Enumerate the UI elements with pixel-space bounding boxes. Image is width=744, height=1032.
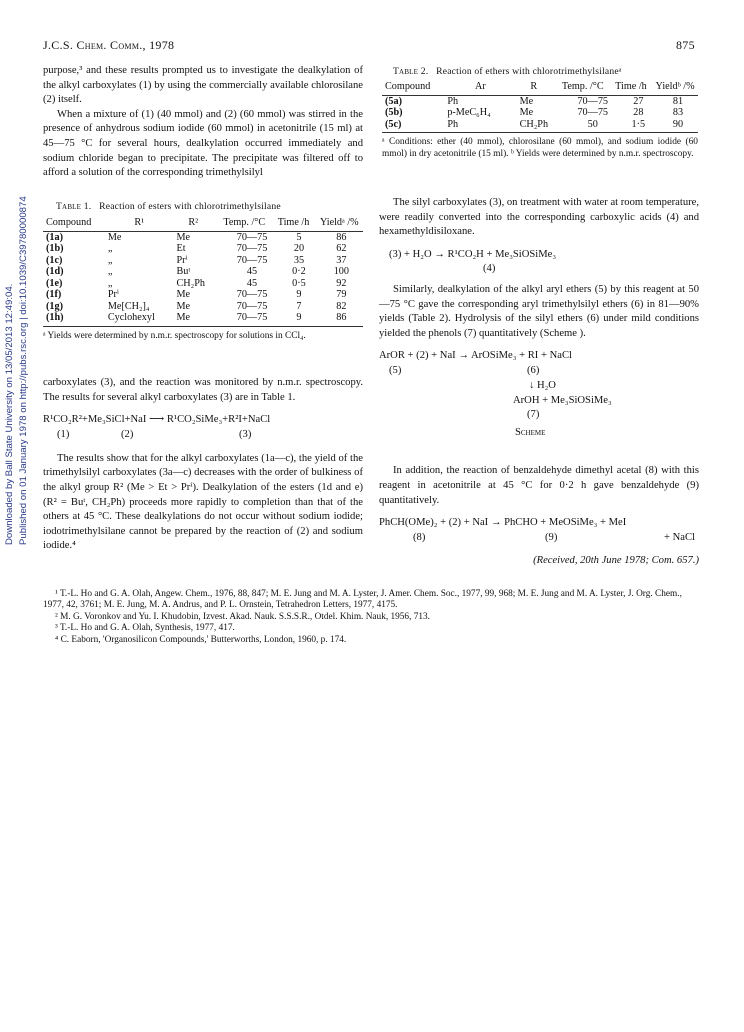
table-cell: Me — [107, 231, 122, 243]
paragraph: The silyl carboxylates (3), on treatment with water at room temperature, were readily converted into the corresponding carboxylic acids (4) and hexamethyldisiloxane. — [379, 197, 699, 238]
table-header-row — [43, 217, 363, 229]
table-cell: 70—75 — [236, 254, 268, 266]
table-cell: Et — [176, 243, 186, 254]
table-cell: 9 — [296, 289, 302, 300]
table-row — [382, 119, 698, 131]
journal-header: J.C.S. Chem. Comm., 1978 — [43, 38, 175, 52]
table-row — [382, 96, 698, 108]
table-cell: Me — [519, 95, 534, 107]
table2-footnote: ᵃ Conditions: ether (40 mmol), chlorosilane (60 mmol), and sodium iodide (60 mmol) in dry acetonitrile (15 ml). ᵇ Yields were determined by n.m.r. spectroscopy. — [382, 137, 698, 159]
table-cell: 9 — [296, 312, 302, 323]
table-cell: (1a) — [46, 231, 63, 243]
table-cell: (5c) — [385, 118, 402, 130]
compound-label: (2) — [121, 428, 134, 440]
table-cell: 79 — [336, 289, 347, 300]
table-cell: 7 — [296, 300, 302, 312]
scheme-line-1: ArOR + (2) + NaI → ArOSiMe₃ + RI + NaCl — [379, 350, 572, 362]
table-cell: Prⁱ — [107, 289, 119, 300]
table-cell: (5b) — [385, 107, 403, 118]
table-cell: 86 — [336, 231, 347, 243]
table-cell: 70—75 — [236, 243, 268, 254]
table-row — [43, 232, 363, 244]
table-header-row — [382, 81, 698, 93]
doi-link[interactable]: Published on 01 January 1978 on http://pubs.rsc.org | doi:10.1039/C39780000874 — [18, 196, 29, 545]
reference-item: ³ T.-L. Ho and G. A. Olah, Synthesis, 1977, 417. — [55, 623, 235, 634]
table-cell: Me[CH₂]₄ — [107, 300, 150, 312]
table-cell: (1e) — [46, 277, 63, 289]
equation-3-labels — [379, 531, 699, 546]
table-cell: (1g) — [46, 300, 63, 312]
table-header-cell: Yieldᵃ /% — [319, 217, 359, 228]
table-cell: Cyclohexyl — [107, 312, 155, 323]
compound-label: (6) — [527, 364, 540, 376]
table-cell: 50 — [587, 118, 598, 130]
table-cell: 70—75 — [236, 231, 268, 243]
table-cell: 27 — [633, 95, 644, 107]
compound-label: (5) — [389, 364, 402, 376]
table-header-cell: Temp. /°C — [561, 81, 604, 92]
compound-label: (7) — [527, 409, 540, 421]
page-number: 875 — [676, 38, 695, 52]
table-cell: (1h) — [46, 312, 64, 323]
table-cell: 70—75 — [236, 312, 268, 323]
paragraph: When a mixture of (1) (40 mmol) and (2) (60 mmol) was stirred in the presence of anhydrous sodium iodide (60 mmol) in acetonitrile (15 ml) at 45—75 °C for several hours, dealkylation occurred immediately and sodium chloride began to precipitate. The precipitate was filtered off to afford a solution of the corresponding trimethylsilyl — [43, 108, 363, 179]
equation-1: R¹CO₂R²+Me₃SiCl+NaI ⟶ R¹CO₂SiMe₃+R²I+NaCl — [43, 414, 271, 426]
table-row — [43, 312, 363, 324]
left-column-bottom — [43, 376, 363, 554]
table-cell: 5 — [296, 231, 302, 243]
received-date: (Received, 20th June 1978; Com. 657.) — [533, 554, 699, 566]
scheme-caption: Scheme — [515, 426, 546, 438]
table-cell: 35 — [293, 254, 305, 266]
table1-caption — [56, 201, 281, 212]
left-column-top — [43, 64, 363, 181]
table-cell: 20 — [293, 243, 305, 254]
scheme-arrow: ↓ H₂O — [529, 379, 556, 391]
table-header-cell: R¹ — [134, 217, 145, 228]
table1-label: Table 1. — [56, 201, 92, 212]
reference-item: ² M. G. Voronkov and Yu. I. Khudobin, Izvest. Akad. Nauk. S.S.S.R., Otdel. Khim. Nauk, 1956, 713. — [55, 611, 430, 622]
table-header-cell: Time /h — [615, 81, 647, 92]
references — [43, 589, 699, 646]
scheme-labels — [379, 364, 699, 379]
table-row — [43, 243, 363, 255]
paragraph: carboxylates (3), and the reaction was monitored by n.m.r. spectroscopy. The results for several alkyl carboxylates (3) are in Table 1. — [43, 377, 363, 403]
table-cell: Me — [176, 300, 191, 312]
table-cell: 81 — [672, 95, 684, 107]
table-cell: Me — [176, 231, 191, 243]
table1 — [43, 217, 363, 342]
paragraph: In addition, the reaction of benzaldehyde dimethyl acetal (8) with this reagent in acetonitrile at 45 °C for 0·2 h gave benzaldehyde (9) quantitatively. — [379, 465, 699, 506]
compound-label: (1) — [57, 428, 70, 440]
table-header-cell: Compound — [385, 81, 431, 92]
table-header-cell: R — [530, 81, 538, 92]
table-cell: Me — [176, 312, 191, 323]
table-cell: 62 — [336, 243, 347, 254]
equation-tail: + NaCl — [664, 531, 695, 543]
table-rule — [43, 326, 363, 327]
table-cell: „ — [107, 254, 113, 266]
table-cell: (1c) — [46, 254, 63, 266]
paragraph: The results show that for the alkyl carboxylates (1a—c), the yield of the trimethylsilyl carboxylates (3a—c) decreases with the order of bulkiness of the alkyl group R² (Me > Et > Prⁱ). Dealkylation of the esters (1d and e) (R² = Buᵗ, CH₂Ph) proceeds more rapidly to completion than that of the others at 45 °C. These dealkylations do not occur without sodium iodide; iodotrimethylsilane cannot be prepared by the reaction of (2) and sodium iodide.⁴ — [43, 452, 363, 552]
table-cell: 45 — [246, 266, 258, 277]
table-cell: (1b) — [46, 243, 64, 254]
compound-label: (8) — [413, 531, 426, 543]
table2-caption — [393, 66, 622, 77]
compound-label: (9) — [545, 531, 558, 543]
table-cell: 0·5 — [292, 277, 306, 289]
table-cell: Ph — [447, 118, 459, 130]
equation-2: (3) + H₂O → R¹CO₂H + Me₃SiOSiMe₃ — [389, 248, 557, 260]
compound-label: (4) — [483, 263, 496, 275]
reference-item: ⁴ C. Eaborn, 'Organosilicon Compounds,' Butterworths, London, 1960, p. 174. — [55, 634, 347, 645]
table-cell: Prⁱ — [176, 254, 188, 266]
table-row — [382, 107, 698, 119]
table-cell: (1d) — [46, 266, 64, 277]
table-cell: 86 — [336, 312, 347, 323]
table-cell: (1f) — [46, 289, 62, 300]
paragraph: purpose,³ and these results prompted us to investigate the dealkylation of the alkyl carboxylates (1) by using the commercially available chlorosilane (2) itself. — [43, 65, 363, 106]
scheme-line-2: ArOH + Me₃SiOSiMe₃ — [513, 394, 612, 406]
table2 — [382, 81, 698, 160]
table-cell: 70—75 — [236, 300, 268, 312]
table-cell: (5a) — [385, 95, 402, 107]
equation-3: PhCH(OMe)₂ + (2) + NaI → PhCHO + MeOSiMe₃ + MeI — [379, 517, 627, 529]
table2-label: Table 2. — [393, 66, 429, 77]
table-row — [43, 301, 363, 313]
table-cell: 28 — [633, 107, 644, 118]
table-header-cell: Compound — [46, 217, 92, 228]
table-header-cell: Yieldᵇ /% — [655, 81, 695, 92]
table-header-cell: Ar — [475, 81, 486, 92]
table-cell: 83 — [672, 107, 684, 118]
table-header-cell: R² — [188, 217, 199, 228]
table-cell: Me — [176, 289, 191, 300]
table-cell: 70—75 — [577, 107, 608, 118]
table-cell: „ — [107, 277, 113, 289]
table-cell: p-MeC₆H₄ — [447, 107, 491, 118]
table-row — [43, 255, 363, 267]
table-cell: „ — [107, 266, 113, 277]
table-cell: Ph — [447, 95, 459, 107]
table-cell: CH₂Ph — [519, 118, 549, 130]
reference-item: ¹ T.-L. Ho and G. A. Olah, Angew. Chem., 1976, 88, 847; M. E. Jung and M. A. Lyster, J. Amer. Chem. Soc., 1977, 99, 968; M. E. Jung and M. A. Lyster, J. Org. Chem., 1977, 42, 3761; M. E. Jung, M. A. Andrus, and P. L. Ornstein, Tetrahedron Letters, 1977, 4175. — [43, 589, 682, 611]
download-note: Downloaded by Ball State University on 13/05/2013 12:49:04. — [4, 283, 15, 545]
table-cell: 0·2 — [292, 266, 306, 277]
table1-title: Reaction of esters with chlorotrimethylsilane — [99, 201, 281, 212]
scheme — [379, 349, 699, 440]
table-row — [43, 289, 363, 301]
table-cell: 70—75 — [577, 95, 608, 107]
table-cell: 1·5 — [631, 118, 646, 130]
table-cell: Me — [519, 107, 534, 118]
table-cell: CH₂Ph — [176, 277, 205, 289]
table-rule — [382, 132, 698, 133]
table1-footnote: ᵃ Yields were determined by n.m.r. spectroscopy for solutions in CCl₄. — [43, 330, 306, 341]
table-cell: 92 — [336, 277, 347, 289]
paragraph: Similarly, dealkylation of the alkyl aryl ethers (5) by this reagent at 50—75 °C gave the corresponding aryl trimethylsilyl ethers (6) in 81—90% yields (Table 2). Hydrolysis of the silyl ethers (6) under mild conditions yielded the phenols (7) quantitatively (Scheme ). — [379, 283, 699, 339]
table-cell: 45 — [246, 277, 258, 289]
equation-1-labels — [43, 428, 363, 444]
table-cell: „ — [107, 243, 113, 254]
table-cell: 37 — [336, 254, 347, 266]
table-row — [43, 278, 363, 290]
table-cell: Buᵗ — [176, 266, 191, 277]
table-header-cell: Temp. /°C — [223, 217, 266, 228]
table2-title: Reaction of ethers with chlorotrimethylsilaneᵃ — [436, 66, 622, 77]
table-cell: 90 — [672, 118, 684, 130]
table-row — [43, 266, 363, 278]
compound-label: (3) — [239, 428, 252, 440]
right-column — [379, 196, 699, 568]
table-cell: 70—75 — [236, 289, 268, 300]
table-cell: 82 — [336, 300, 347, 312]
table-header-cell: Time /h — [277, 217, 310, 228]
table-cell: 100 — [333, 266, 349, 277]
